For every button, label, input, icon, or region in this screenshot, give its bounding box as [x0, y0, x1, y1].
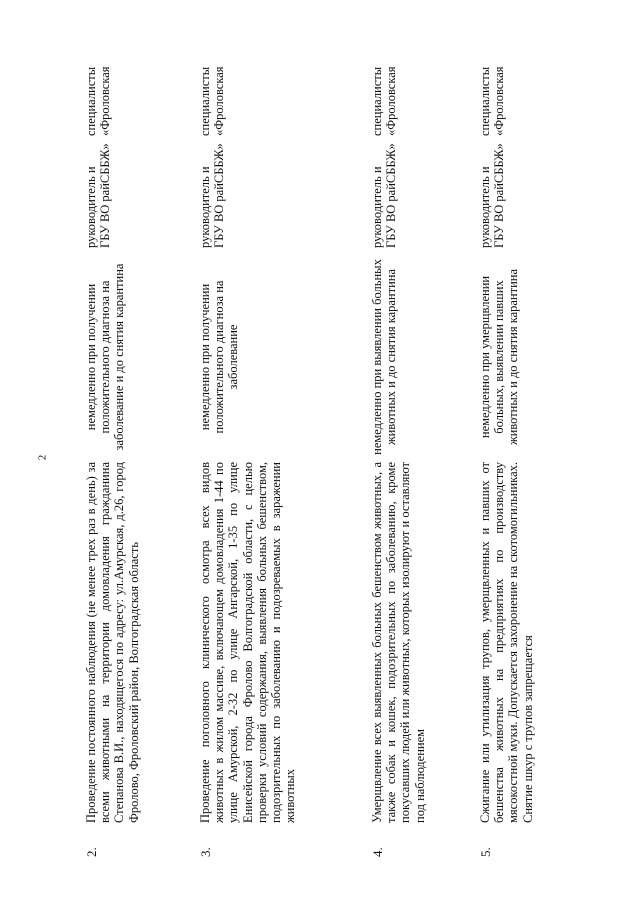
row-number: 4.: [370, 847, 385, 857]
deadline-text: немедленно при умерщвлении больных, выявлении павших животных и до снятия карантина: [478, 268, 521, 446]
row-number: 3.: [198, 847, 213, 857]
activity-text: Проведение поголовного клинического осмотра всех видов животных в жилом массиве, включающем домовладения 1-44 по улице Амурской, 2-32 по улице Ангарской, 1-35 по улице Енисейской города Фролово Волгоградской области, с целью проверки условий содержания, выявления больных бешенством, подозрительных по заболеванию и подозреваемых в заражении животных: [198, 462, 298, 823]
row-number: 2.: [84, 847, 99, 857]
deadline-text: немедленно при получении положительного диагноза на заболевание: [198, 280, 241, 434]
table-row: [370, 47, 427, 857]
table-row: [84, 47, 141, 857]
activity-text: Проведение постоянного наблюдения (не менее трех раз в день) за всеми животными на территории домовладения гражданина Степанова В.И., находящегося по адресу: ул.Амурская, д.26, город Фролово, Фроловский район, Волгоградская область: [84, 462, 141, 823]
responsible-text: руководитель и ГБУ ВО райСББЖ»: [84, 143, 113, 248]
deadline-text: немедленно при получении положительного диагноза на заболевание и до снятия карантина: [84, 263, 127, 451]
responsible-text: руководитель и ГБУ ВО райСББЖ»: [478, 143, 507, 248]
row-number: 5.: [478, 847, 493, 857]
responsible-specialists-text: специалисты «Фроловская: [84, 66, 113, 136]
responsible-specialists-text: специалисты «Фроловская: [478, 66, 507, 136]
page-number: 2: [36, 454, 49, 461]
table-row: [478, 47, 535, 857]
responsible-text: руководитель и ГБУ ВО райСББЖ»: [370, 143, 399, 248]
deadline-text: немедленно при выявлении больных животных и до снятия карантина: [370, 259, 399, 455]
responsible-specialists-text: специалисты «Фроловская: [370, 66, 399, 136]
responsible-specialists-text: специалисты «Фроловская: [198, 66, 227, 136]
activity-text: Сжигание или утилизация трупов, умерщвленных и павших от бешенства животных на предприятиях по производству мясокостной муки. Допускается захоронение на скотомогильниках. Снятие шкур с трупов запрещается: [478, 462, 535, 823]
activity-text: Умерщвление всех выявленных больных бешенством животных, а также собак и кошек, подозрительных по заболеванию, кроме покусавших людей или животных, которых изолируют и оставляют под наблюдением: [370, 462, 427, 823]
table-row: [198, 47, 297, 857]
measures-table: [80, 47, 550, 857]
responsible-text: руководитель и ГБУ ВО райСББЖ»: [198, 143, 227, 248]
